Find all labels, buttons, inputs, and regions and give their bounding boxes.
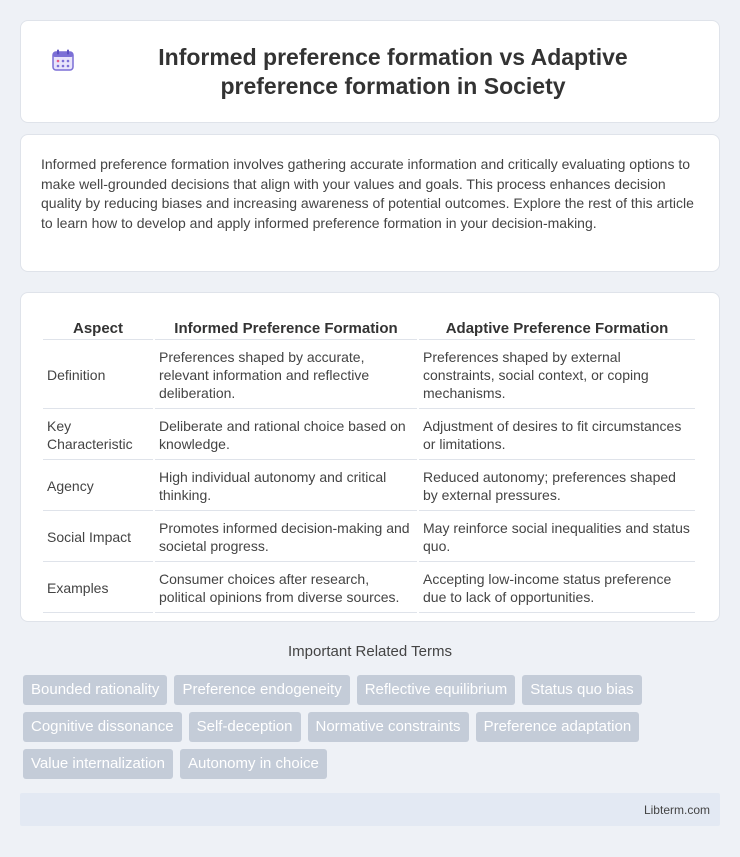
table-row: [43, 462, 695, 511]
row-informed: Consumer choices after research, political opinions from diverse sources.: [155, 564, 417, 613]
related-term-tag[interactable]: Autonomy in choice: [180, 749, 327, 779]
table-header-row: [43, 315, 695, 340]
related-terms-title: Important Related Terms: [288, 643, 452, 660]
row-aspect: Examples: [43, 564, 153, 613]
row-adaptive: Accepting low-income status preference due to lack of opportunities.: [419, 564, 695, 613]
related-term-tag[interactable]: Preference adaptation: [476, 712, 640, 742]
row-aspect: Social Impact: [43, 513, 153, 562]
related-term-tag[interactable]: Normative constraints: [308, 712, 469, 742]
row-informed: Promotes informed decision-making and societal progress.: [155, 513, 417, 562]
intro-paragraph: Informed preference formation involves gathering accurate information and critically evaluating options to make well-grounded decisions that align with your values and goals. This process enhances decision quality by reducing biases and increasing awareness of potential outcomes. Explore the rest of this article to learn how to develop and apply informed preference formation in your decision-making.: [41, 156, 694, 231]
table-row: [43, 564, 695, 613]
row-adaptive: Preferences shaped by external constraints, social context, or coping mechanisms.: [419, 342, 695, 409]
header-adaptive: Adaptive Preference Formation: [419, 315, 695, 340]
row-adaptive: May reinforce social inequalities and status quo.: [419, 513, 695, 562]
related-term-tag[interactable]: Value internalization: [23, 749, 173, 779]
related-term-tag[interactable]: Preference endogeneity: [174, 675, 349, 705]
page-title: Informed preference formation vs Adaptive preference formation in Society: [158, 43, 628, 99]
related-term-tag[interactable]: Status quo bias: [522, 675, 641, 705]
calendar-icon: [51, 48, 75, 72]
header-aspect: Aspect: [43, 315, 153, 340]
row-aspect: Definition: [43, 342, 153, 409]
intro-card: [20, 134, 720, 272]
row-adaptive: Adjustment of desires to fit circumstances or limitations.: [419, 411, 695, 460]
row-aspect: Agency: [43, 462, 153, 511]
related-term-tag[interactable]: Cognitive dissonance: [23, 712, 182, 742]
comparison-table: [41, 313, 697, 615]
row-aspect: Key Characteristic: [43, 411, 153, 460]
row-informed: Deliberate and rational choice based on knowledge.: [155, 411, 417, 460]
title-wrap: [51, 43, 689, 101]
footer-brand-link[interactable]: Libterm.com: [643, 802, 710, 817]
related-term-tag[interactable]: Bounded rationality: [23, 675, 167, 705]
footer: [20, 793, 720, 826]
table-row: [43, 411, 695, 460]
related-terms-list: [23, 675, 723, 786]
related-term-tag[interactable]: Self-deception: [189, 712, 301, 742]
title-card: [20, 20, 720, 123]
row-informed: Preferences shaped by accurate, relevant information and reflective deliberation.: [155, 342, 417, 409]
table-row: [43, 342, 695, 409]
header-informed: Informed Preference Formation: [155, 315, 417, 340]
row-informed: High individual autonomy and critical thinking.: [155, 462, 417, 511]
table-row: [43, 513, 695, 562]
comparison-card: [20, 292, 720, 622]
related-term-tag[interactable]: Reflective equilibrium: [357, 675, 516, 705]
row-adaptive: Reduced autonomy; preferences shaped by external pressures.: [419, 462, 695, 511]
